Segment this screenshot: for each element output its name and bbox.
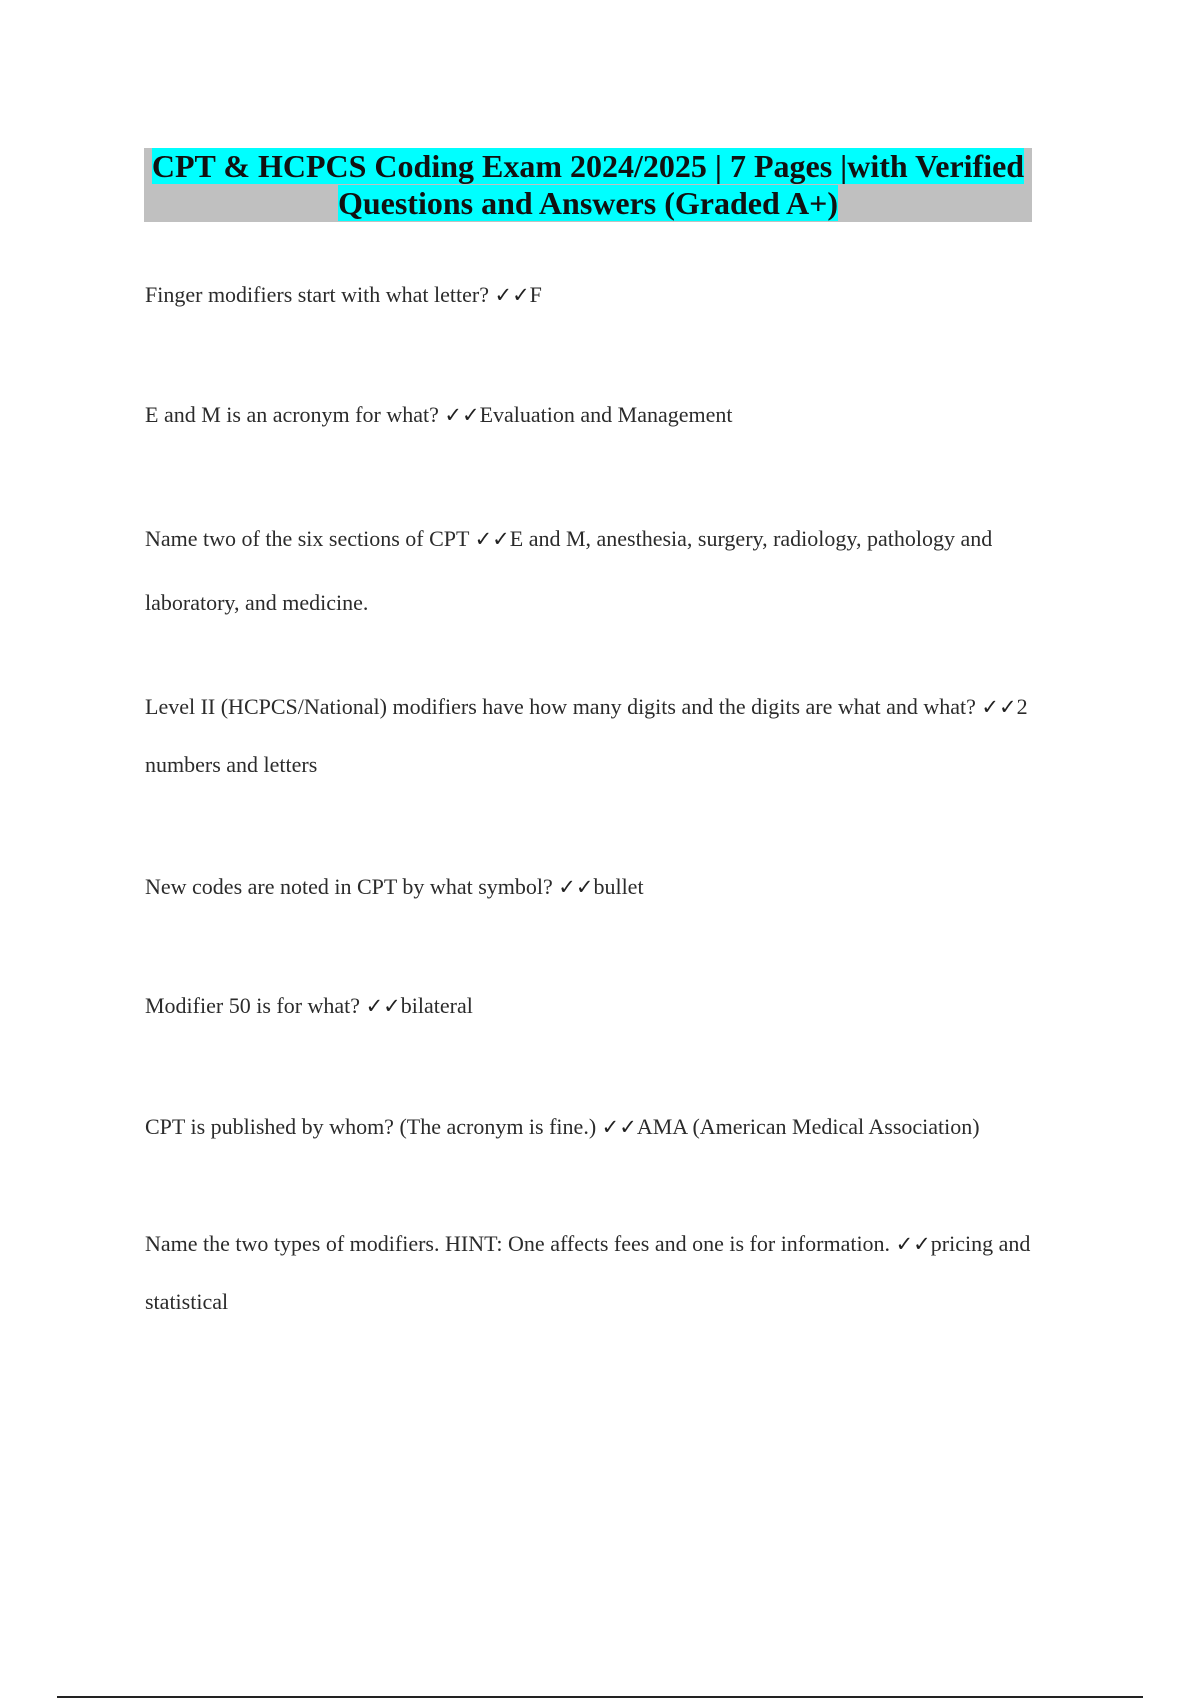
double-check-icon: ✓✓: [558, 875, 594, 899]
qa-item-2: [145, 386, 1085, 444]
title-line-2: Questions and Answers (Graded A+): [337, 185, 839, 221]
double-check-icon: ✓✓: [494, 283, 530, 307]
double-check-icon: ✓✓: [365, 994, 401, 1018]
answer-text: E and M, anesthesia, surgery, radiology, pathology and laboratory, and medicine.: [145, 526, 993, 615]
qa-item-7: [145, 1098, 1085, 1156]
question-text: CPT is published by whom? (The acronym is fine.): [145, 1114, 597, 1139]
question-text: E and M is an acronym for what?: [145, 402, 439, 427]
qa-item-3: [145, 507, 1085, 635]
question-text: Level II (HCPCS/National) modifiers have how many digits and the digits are what and what?: [145, 694, 976, 719]
double-check-icon: ✓✓: [601, 1115, 637, 1139]
qa-item-5: [145, 858, 1085, 916]
answer-text: bullet: [593, 874, 644, 899]
qa-item-4: [145, 678, 1085, 794]
double-check-icon: ✓✓: [474, 527, 510, 551]
answer-text: bilateral: [400, 993, 473, 1018]
question-text: Name the two types of modifiers. HINT: One affects fees and one is for information.: [145, 1231, 891, 1256]
answer-text: pricing and statistical: [145, 1231, 1031, 1314]
footer-divider: [57, 1696, 1143, 1698]
question-text: Name two of the six sections of CPT: [145, 526, 470, 551]
qa-item-1: [145, 266, 1085, 324]
question-text: Finger modifiers start with what letter?: [145, 282, 489, 307]
title-line-1: CPT & HCPCS Coding Exam 2024/2025 | 7 Pages |with Verified: [151, 148, 1025, 184]
double-check-icon: ✓✓: [981, 695, 1017, 719]
double-check-icon: ✓✓: [444, 403, 480, 427]
question-text: New codes are noted in CPT by what symbol?: [145, 874, 553, 899]
qa-item-8: [145, 1215, 1085, 1331]
answer-text: Evaluation and Management: [479, 402, 733, 427]
double-check-icon: ✓✓: [895, 1232, 931, 1256]
question-text: Modifier 50 is for what?: [145, 993, 361, 1018]
answer-text: 2 numbers and letters: [145, 694, 1028, 777]
answer-text: F: [529, 282, 542, 307]
qa-item-6: [145, 977, 1085, 1035]
document-title: [144, 148, 1032, 222]
answer-text: AMA (American Medical Association): [636, 1114, 980, 1139]
